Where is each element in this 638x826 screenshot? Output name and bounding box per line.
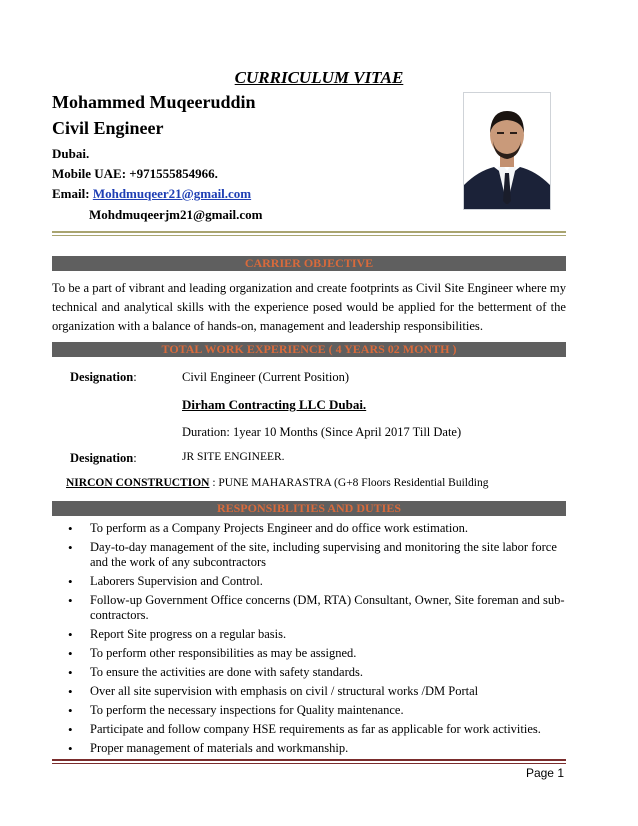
job1-designation-label: Designation: xyxy=(70,370,137,384)
page-number: Page 1 xyxy=(525,766,564,780)
applicant-role: Civil Engineer xyxy=(52,118,164,138)
objective-text: To be a part of vibrant and leading organization and create footprints as Civil Site Engineer where my technical and analytical skills with the experience posed would be applied for the betterment of the organization with a balance of hands-on, management and leadership responsibilities. xyxy=(52,281,566,333)
job1-duration: Duration: 1year 10 Months (Since April 2017 Till Date) xyxy=(182,425,462,439)
applicant-name: Mohammed Muqeeruddin xyxy=(52,92,256,112)
list-item: • To perform the necessary inspections for Quality maintenance. xyxy=(52,703,572,718)
profile-photo xyxy=(463,92,551,210)
section-bar-experience: TOTAL WORK EXPERIENCE ( 4 YEARS 02 MONTH ) xyxy=(52,342,566,357)
header-divider-thin xyxy=(52,235,566,236)
list-item: • Over all site supervision with emphasis on civil / structural works /DM Portal xyxy=(52,684,572,699)
responsibilities-list xyxy=(52,521,572,760)
email-line xyxy=(52,186,251,202)
profile-photo-image xyxy=(464,93,550,209)
email-primary-link[interactable]: Mohdmuqeer21@gmail.com xyxy=(92,186,252,201)
job2-company: NIRCON CONSTRUCTION xyxy=(66,477,210,489)
job2-title: JR SITE ENGINEER. xyxy=(182,451,285,463)
list-item: • Report Site progress on a regular basis. xyxy=(52,627,572,642)
list-item: • Follow-up Government Office concerns (DM, RTA) Consultant, Owner, Site foreman and sub-contractors. xyxy=(52,593,572,623)
job2-detail: : PUNE MAHARASTRA (G+8 Floors Residential Building xyxy=(209,477,489,489)
list-item: • To ensure the activities are done with safety standards. xyxy=(52,665,572,680)
section-bar-responsibilities: RESPONSIBLITIES AND DUTIES xyxy=(52,501,566,516)
document-title: CURRICULUM VITAE xyxy=(234,68,404,87)
applicant-location: Dubai. xyxy=(52,146,90,161)
job2-company-line xyxy=(66,477,488,489)
email-secondary: Mohdmuqeerjm21@gmail.com xyxy=(89,207,263,222)
job2-designation-label: Designation: xyxy=(70,451,137,465)
list-item: • To perform as a Company Projects Engineer and do office work estimation. xyxy=(52,521,572,536)
list-item: • To perform other responsibilities as may be assigned. xyxy=(52,646,572,661)
job1-company: Dirham Contracting LLC Dubai. xyxy=(182,397,367,412)
footer-divider xyxy=(52,759,566,761)
list-item: • Day-to-day management of the site, including supervising and monitoring the site labor force and the work of any subcontractors xyxy=(52,540,572,570)
applicant-mobile: Mobile UAE: +971555854966. xyxy=(52,166,218,181)
list-item: • Laborers Supervision and Control. xyxy=(52,574,572,589)
section-bar-objective: CARRIER OBJECTIVE xyxy=(52,256,566,271)
job1-title: Civil Engineer (Current Position) xyxy=(182,370,349,384)
header-divider xyxy=(52,231,566,233)
list-item: • Participate and follow company HSE requirements as far as applicable for work activities. xyxy=(52,722,572,737)
email-label: Email: xyxy=(52,186,93,201)
footer-divider-thin xyxy=(52,763,566,764)
list-item: • Proper management of materials and workmanship. xyxy=(52,741,572,756)
